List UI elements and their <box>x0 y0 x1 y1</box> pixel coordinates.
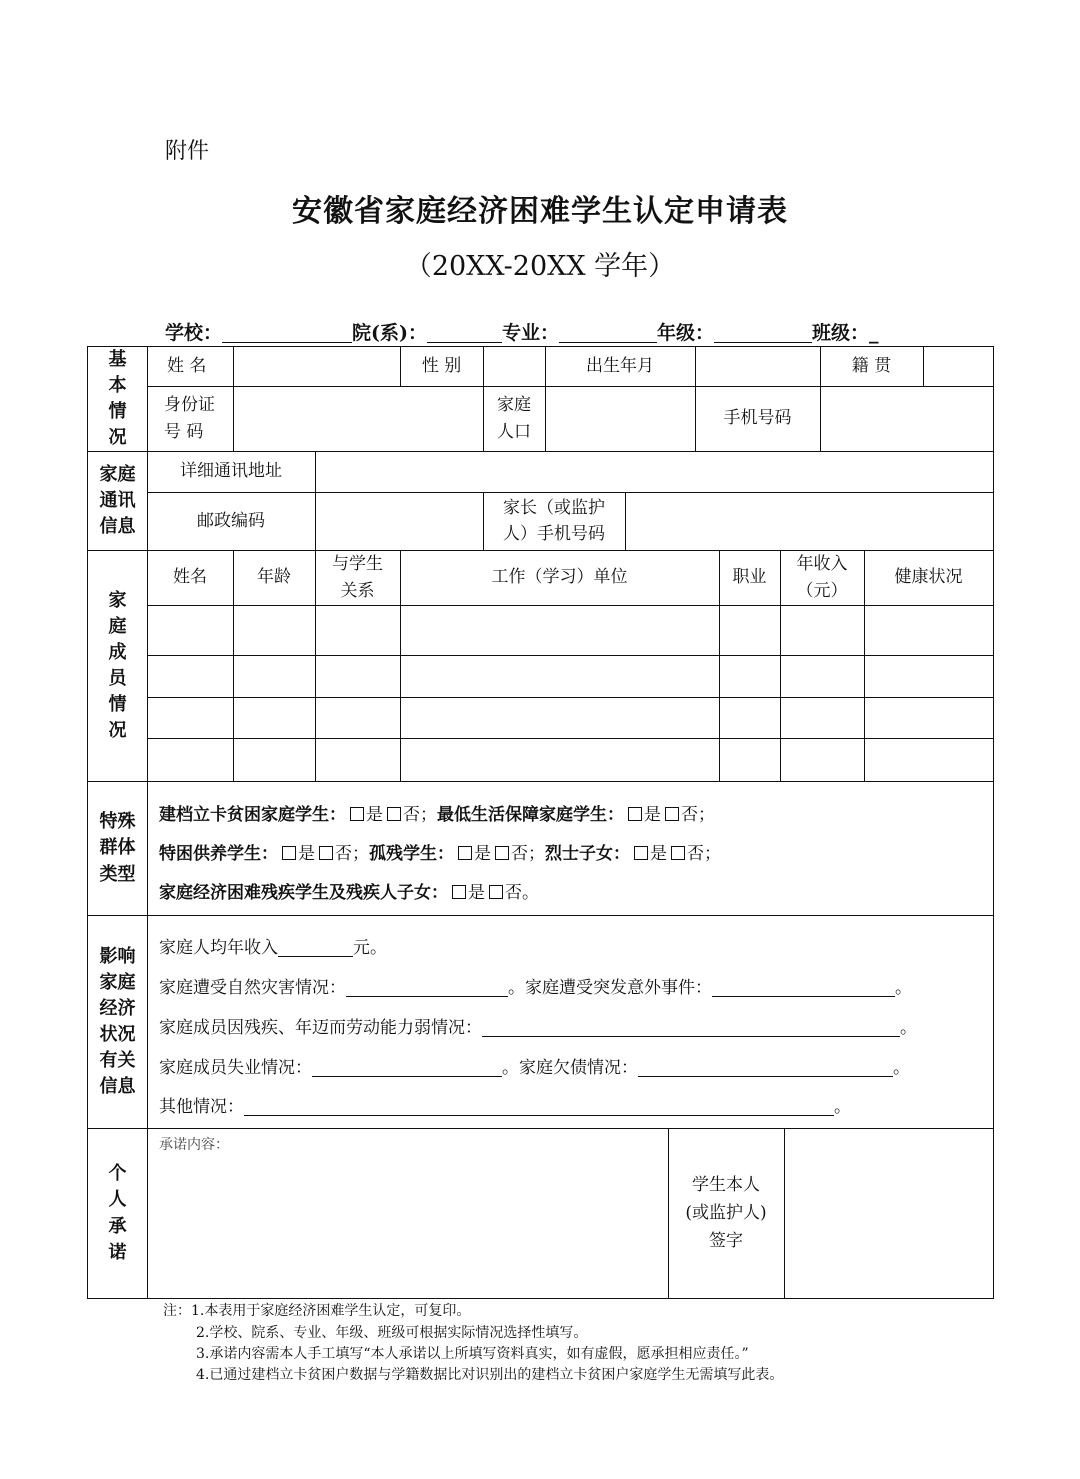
checkbox-minimum-living-yes[interactable] <box>628 807 642 821</box>
label-phone: 手机号码 <box>723 408 792 429</box>
checkbox-poverty-no[interactable] <box>387 807 401 821</box>
table-row[interactable] <box>148 698 993 738</box>
disability-field[interactable] <box>482 1018 900 1037</box>
academic-year: （20XX-20XX 学年） <box>404 251 676 282</box>
native-place-field[interactable] <box>924 347 993 386</box>
other-field[interactable] <box>244 1097 834 1116</box>
section-family-members: 家庭成员情况 <box>108 589 127 742</box>
unemployment-field[interactable] <box>312 1058 502 1077</box>
special-line-1: 建档立卡贫困家庭学生： 是 否；最低生活保障家庭学生： 是 否； <box>159 805 715 825</box>
checkbox-martyr-yes[interactable] <box>634 846 648 860</box>
label-minimum-living: 最低生活保障家庭学生： <box>437 805 624 825</box>
economic-income-line: 家庭人均年收入 元。 <box>159 938 387 958</box>
header-member-name: 姓名 <box>173 567 207 588</box>
label-gender: 性 别 <box>421 355 462 376</box>
promise-content-field[interactable] <box>150 1156 666 1296</box>
name-field[interactable] <box>234 347 400 386</box>
header-member-income: 年收入 （元） <box>796 554 848 601</box>
department-field[interactable] <box>427 322 502 343</box>
grade-label: 年级： <box>657 322 715 344</box>
checkbox-minimum-living-no[interactable] <box>665 807 679 821</box>
family-size-field[interactable] <box>546 387 695 451</box>
section-personal-promise: 个人承诺 <box>108 1163 127 1263</box>
guardian-phone-field[interactable] <box>626 493 993 550</box>
attachment-label: 附件 <box>165 139 210 164</box>
class-label: 班级：_ <box>812 322 879 344</box>
checkbox-extreme-poverty-yes[interactable] <box>282 846 296 860</box>
economic-unemployment-line: 家庭成员失业情况： 。家庭欠债情况： 。 <box>159 1058 910 1078</box>
label-postcode: 邮政编码 <box>197 510 265 531</box>
checkbox-orphan-no[interactable] <box>495 846 509 860</box>
school-info-line <box>165 318 879 345</box>
accident-field[interactable] <box>712 978 895 997</box>
signature-field[interactable] <box>786 1130 992 1296</box>
label-extreme-poverty: 特困供养学生： <box>159 844 278 864</box>
note-2: 2.学校、院系、专业、年级、班级可根据实际情况选择性填写。 <box>196 1325 588 1341</box>
table-row[interactable] <box>148 739 993 781</box>
header-member-health: 健康状况 <box>894 567 963 588</box>
label-signature: 学生本人 (或监护人) 签字 <box>685 1174 767 1252</box>
postcode-field[interactable] <box>316 493 483 550</box>
label-disabled-family: 家庭经济困难残疾学生及残疾人子女： <box>159 883 448 903</box>
checkbox-orphan-yes[interactable] <box>458 846 472 860</box>
label-family-size: 家庭 人口 <box>497 395 531 442</box>
table-row[interactable] <box>148 606 993 655</box>
label-martyr-children: 烈士子女： <box>545 844 630 864</box>
department-label: 院(系)： <box>352 322 427 344</box>
label-name: 姓 名 <box>167 355 207 376</box>
debt-field[interactable] <box>638 1058 893 1077</box>
label-birth-date: 出生年月 <box>586 355 654 376</box>
label-guardian-phone: 家长（或监护 人）手机号码 <box>503 497 605 544</box>
gender-field[interactable] <box>484 347 545 386</box>
checkbox-disabled-no[interactable] <box>489 885 503 899</box>
label-id-number: 身份证 号 码 <box>164 395 215 442</box>
header-member-work: 工作（学习）单位 <box>491 567 628 588</box>
section-family-contact: 家庭通讯信息 <box>99 463 136 538</box>
address-field[interactable] <box>316 452 993 492</box>
section-economic-info: 影响家庭经济状况有关信息 <box>99 945 136 1098</box>
header-member-relation: 与学生 关系 <box>332 554 383 601</box>
school-field[interactable] <box>222 322 352 343</box>
economic-disability-line: 家庭成员因残疾、年迈而劳动能力弱情况： 。 <box>159 1018 917 1038</box>
economic-other-line: 其他情况： 。 <box>159 1097 851 1117</box>
header-member-job: 职业 <box>732 567 767 588</box>
form-title: 安徽省家庭经济困难学生认定申请表 <box>292 194 788 229</box>
table-row[interactable] <box>148 656 993 697</box>
checkbox-poverty-yes[interactable] <box>350 807 364 821</box>
major-label: 专业： <box>502 322 560 344</box>
major-field[interactable] <box>559 322 657 343</box>
special-line-3: 家庭经济困难残疾学生及残疾人子女： 是 否。 <box>159 883 539 903</box>
disaster-field[interactable] <box>346 978 508 997</box>
label-poverty-registered: 建档立卡贫困家庭学生： <box>159 805 346 825</box>
header-member-age: 年龄 <box>257 567 291 588</box>
checkbox-disabled-yes[interactable] <box>452 885 466 899</box>
income-per-capita-field[interactable] <box>278 938 353 957</box>
id-number-field[interactable] <box>234 387 483 451</box>
special-line-2: 特困供养学生： 是 否；孤残学生： 是 否；烈士子女： 是 否； <box>159 844 721 864</box>
checkbox-martyr-no[interactable] <box>671 846 685 860</box>
promise-content-label: 承诺内容： <box>159 1137 229 1153</box>
label-orphan-disabled: 孤残学生： <box>369 844 454 864</box>
note-1: 注：1.本表用于家庭经济困难学生认定，可复印。 <box>163 1303 471 1319</box>
school-label: 学校： <box>165 322 223 344</box>
label-native-place: 籍 贯 <box>851 355 892 376</box>
label-address: 详细通讯地址 <box>180 461 282 482</box>
checkbox-extreme-poverty-no[interactable] <box>319 846 333 860</box>
grade-field[interactable] <box>714 322 812 343</box>
economic-disaster-line: 家庭遭受自然灾害情况： 。家庭遭受突发意外事件： 。 <box>159 978 912 998</box>
phone-field[interactable] <box>821 387 993 451</box>
section-special-group: 特殊群体类型 <box>99 811 136 885</box>
section-basic-info: 基本情况 <box>108 348 127 449</box>
birth-date-field[interactable] <box>696 347 820 386</box>
note-4: 4.已通过建档立卡贫困户数据与学籍数据比对识别出的建档立卡贫困户家庭学生无需填写此表。 <box>196 1367 784 1383</box>
note-3: 3.承诺内容需本人手工填写“本人承诺以上所填写资料真实，如有虚假，愿承担相应责任。” <box>196 1346 749 1362</box>
